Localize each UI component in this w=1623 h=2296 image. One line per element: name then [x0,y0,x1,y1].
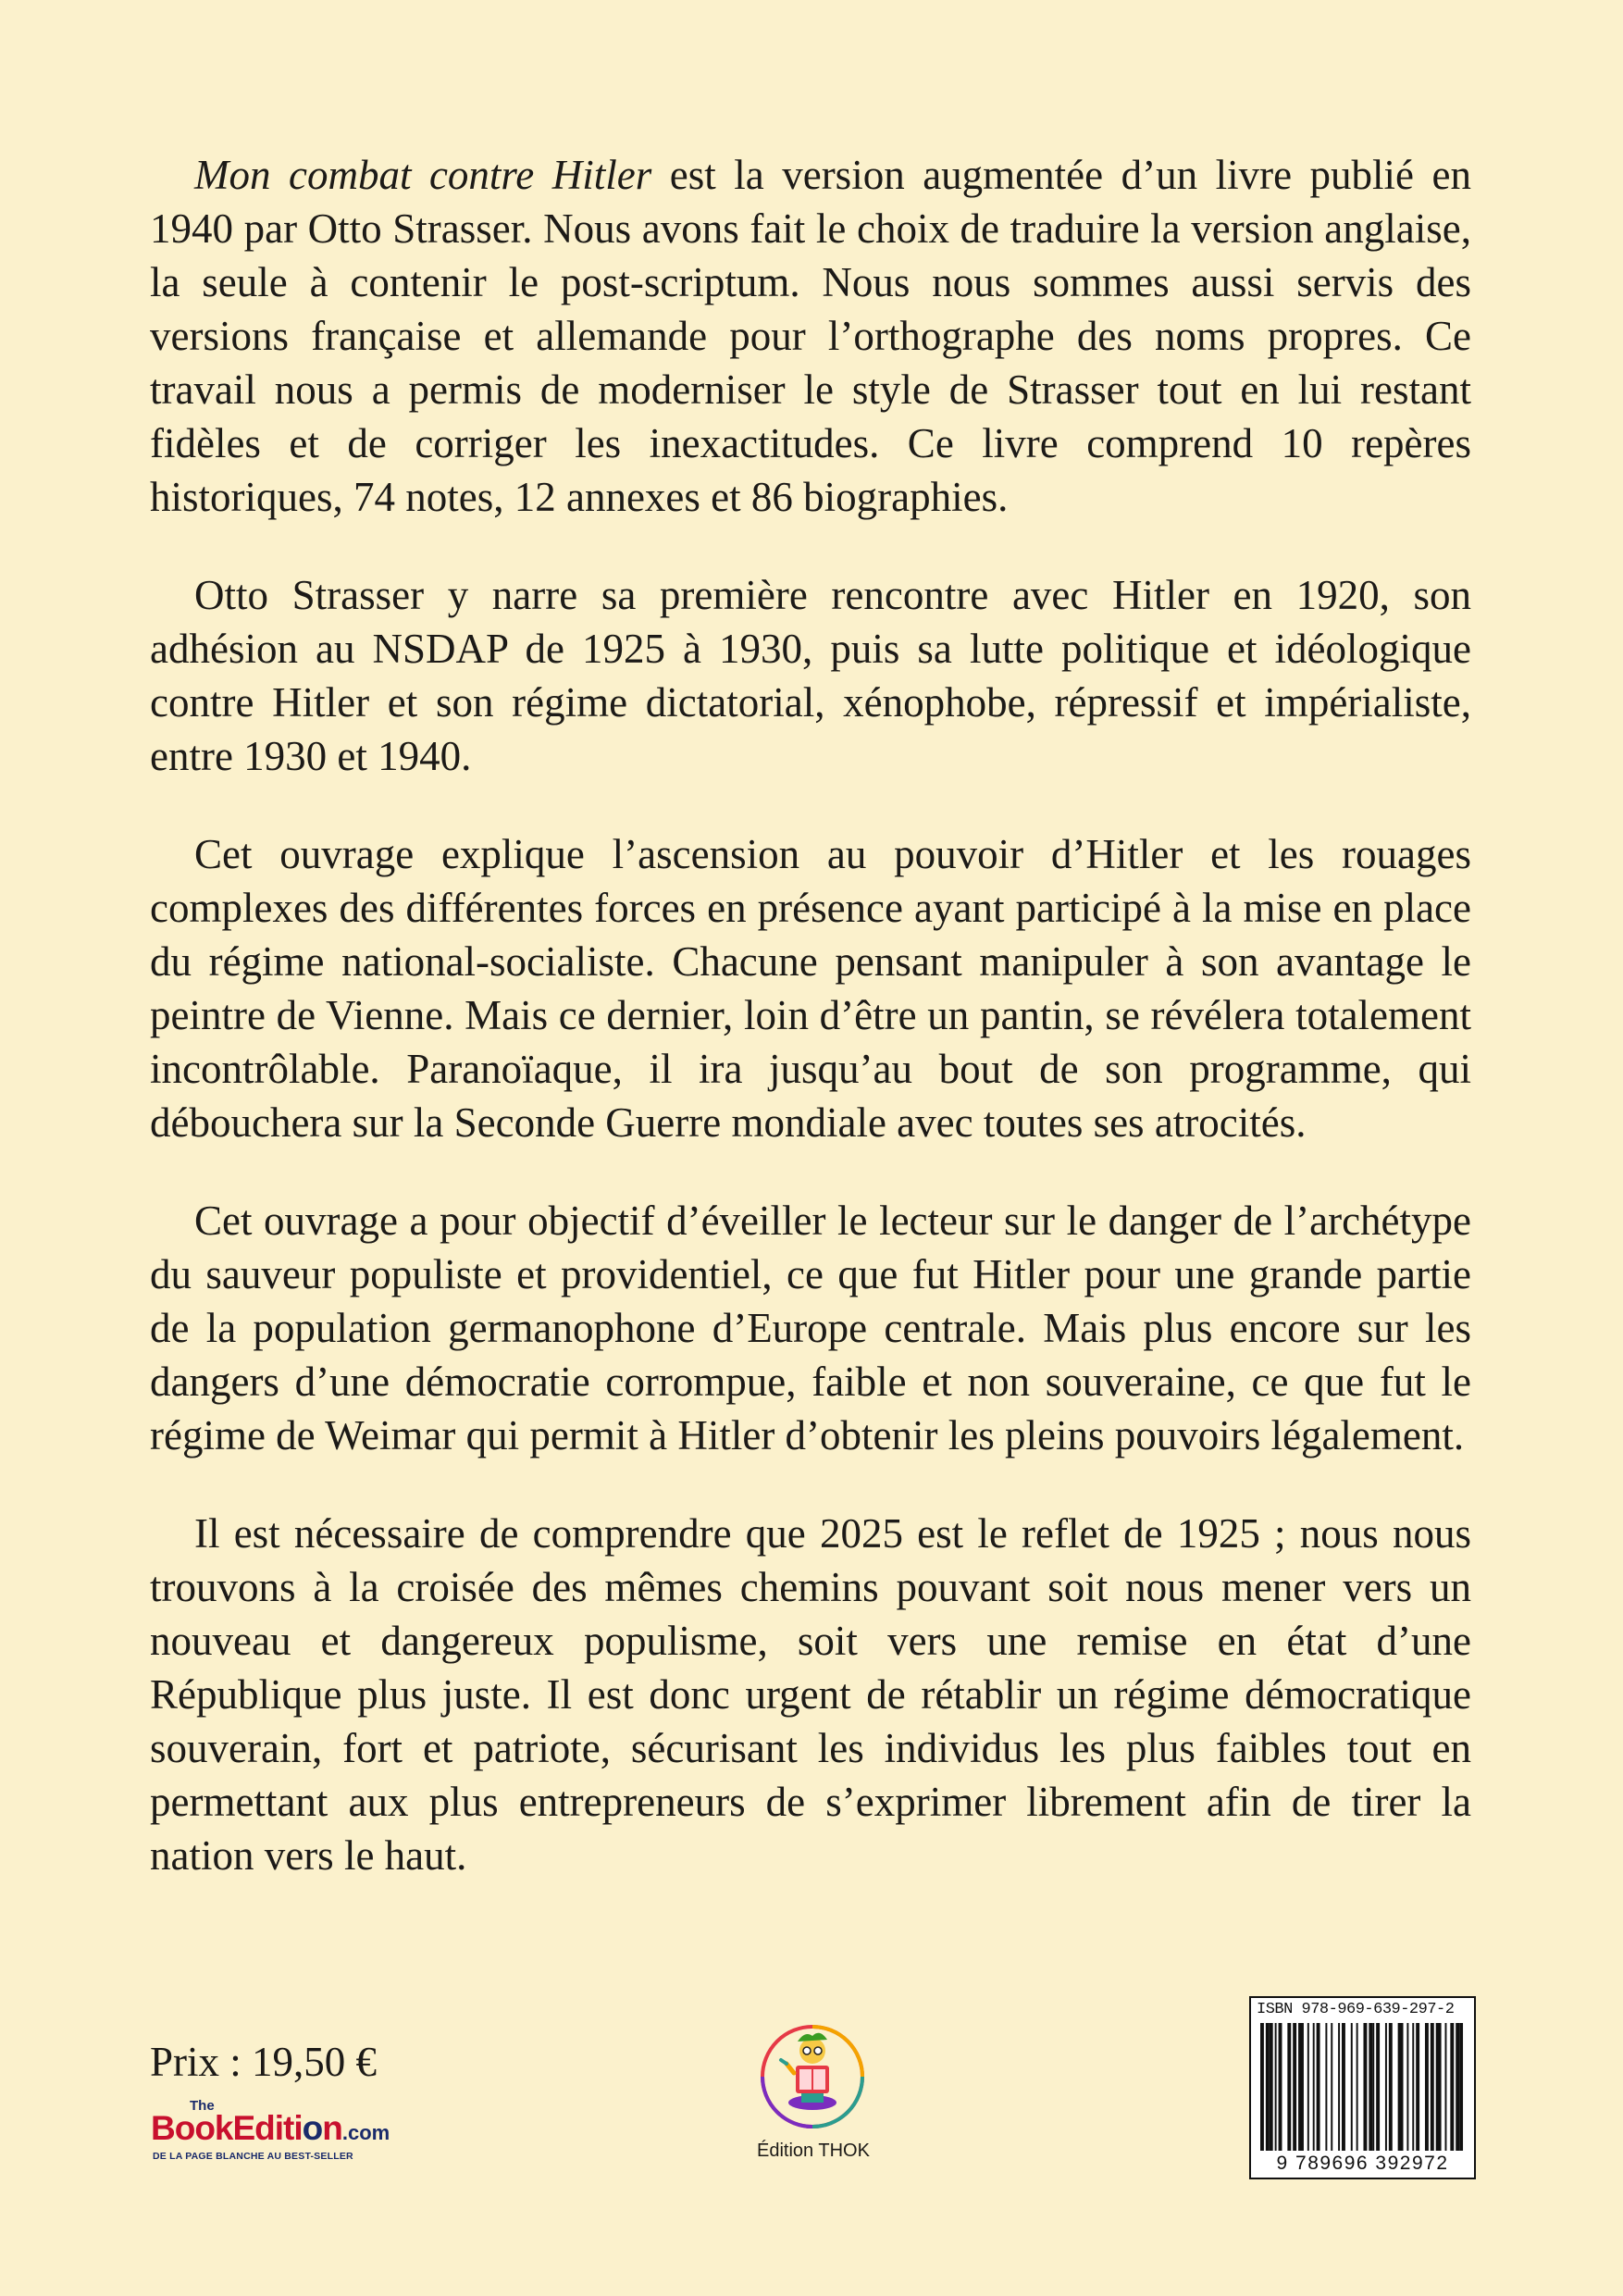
barcode-bar [1459,2023,1463,2151]
paragraph-5: Il est nécessaire de comprendre que 2025 est le reflet de 1925 ; nous nous trouvons à la croisée des mêmes chemins pouvant soit nous mener vers un nouveau et dangereux populisme, soit vers une remise en état d’une République plus juste. Il est donc urgent de rétablir un régime démocratique souverain, fort et patriote, sécurisant les individus les plus faibles tout en permettant aux plus entrepreneurs de s’exprimer librement afin de tirer la nation vers le haut. [150,1510,1471,1879]
barcode-bar [1270,2023,1273,2151]
barcode-bar [1338,2023,1340,2151]
book-title: Mon combat contre Hitler [194,152,652,198]
barcode-bar [1372,2023,1374,2151]
barcode-bar [1307,2023,1309,2151]
barcode-bar [1412,2023,1414,2151]
barcode-bars [1257,2023,1468,2151]
isbn-label: ISBN 978-969-639-297-2 [1257,2001,1455,2018]
barcode-bar [1342,2023,1345,2151]
barcode-bar [1385,2023,1387,2151]
barcode-bar [1450,2023,1454,2151]
barcode-bar [1456,2023,1459,2151]
edition-thok-logo [757,2023,868,2180]
bookedition-o: o [302,2109,323,2147]
bookedition-n: n [322,2109,342,2147]
bookedition-name: BookEditi [151,2109,303,2147]
reader-mascot-icon [759,2023,866,2130]
paragraph-4: Cet ouvrage a pour objectif d’éveiller le lecteur sur le danger de l’archétype du sauveur populiste et providentiel, ce que fut Hitler pour une grande partie de la population germanophone d’Europe centrale. Mais plus encore sur les dangers d’une démocratie corrompue, faible et non souveraine, ce que fut le régime de Weimar qui permit à Hitler d’obtenir les pleins pouvoirs légalement. [150,1198,1471,1458]
back-cover-text [150,148,1471,1927]
barcode-bar [1369,2023,1372,2151]
paragraph-2: Otto Strasser y narre sa première rencontre avec Hitler en 1920, son adhésion au NSDAP de 1925 à 1930, puis sa lutte politique et idéologique contre Hitler et son régime dictatorial, xénophobe, répressif et impérialiste, entre 1930 et 1940. [150,572,1471,779]
bookedition-logo [151,2099,410,2173]
barcode-bar [1406,2023,1408,2151]
price-label: Prix : 19,50 € [150,2039,378,2085]
edition-label: Édition THOK [757,2141,870,2161]
barcode-bar [1376,2023,1380,2151]
barcode-bar [1325,2023,1327,2151]
barcode-bar [1293,2023,1296,2151]
barcode-bar [1425,2023,1429,2151]
ean-digits: 9 789696 392972 [1276,2153,1449,2174]
barcode-bar [1436,2023,1442,2151]
barcode-bar [1351,2023,1353,2151]
barcode-bar [1431,2023,1434,2151]
barcode-bar [1357,2023,1358,2151]
barcode-bar [1389,2023,1393,2151]
bookedition-wordmark [151,2110,390,2152]
bookedition-tagline: DE LA PAGE BLANCHE AU BEST-SELLER [153,2151,353,2162]
paragraph-1 [150,148,1471,524]
bookedition-domain: .com [341,2121,390,2144]
barcode-bar [1416,2023,1419,2151]
paragraph-1-text: est la version augmentée d’un livre publié en 1940 par Otto Strasser. Nous avons fait le choix de traduire la version anglaise, la seule à contenir le post-scriptum. Nous nous sommes aussi servis des versions française et allemande pour l’orthographe des noms propres. Ce travail nous a permis de moderniser le style de Strasser tout en lui restant fidèles et de corriger les inexactitudes. Ce livre comprend 10 repères historiques, 74 notes, 12 annexes et 86 biographies. [150,152,1471,520]
barcode-bar [1287,2023,1291,2151]
barcode-bar [1266,2023,1270,2151]
barcode-bar [1275,2023,1277,2151]
barcode-bar [1298,2023,1304,2151]
barcode-bar [1317,2023,1320,2151]
bookedition-the: The [190,2098,215,2114]
barcode-bar [1363,2023,1367,2151]
barcode-bar [1444,2023,1446,2151]
barcode-bar [1260,2023,1264,2151]
paragraph-3: Cet ouvrage explique l’ascension au pouvoir d’Hitler et les rouages complexes des différentes forces en présence ayant participé à la mise en place du régime national-socialiste. Chacune pensant manipuler à son avantage le peintre de Vienne. Mais ce dernier, loin d’être un pantin, se révélera totalement incontrôlable. Paranoïaque, il ira jusqu’au bout de son programme, qui débouchera sur la Seconde Guerre mondiale avec toutes ses atrocités. [150,831,1471,1146]
barcode-bar [1313,2023,1315,2151]
barcode-bar [1331,2023,1332,2151]
barcode-bar [1279,2023,1282,2151]
barcode-bar [1398,2023,1404,2151]
isbn-barcode [1249,1996,1476,2179]
